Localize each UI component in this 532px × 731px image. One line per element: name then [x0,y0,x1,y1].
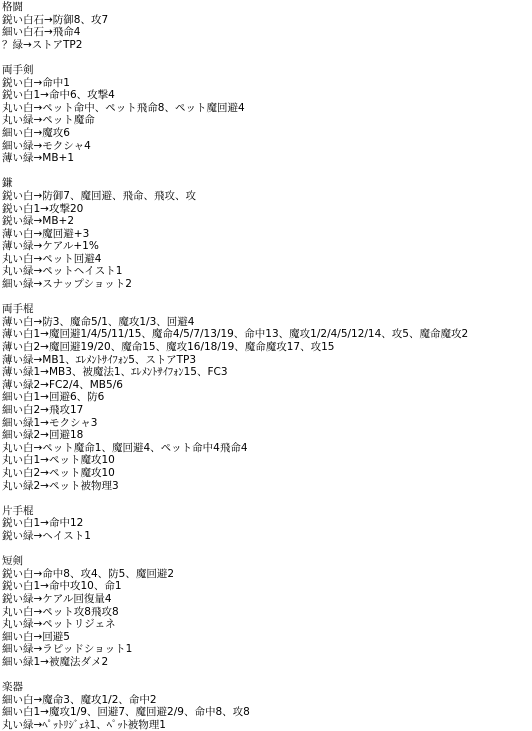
entry-line: 鋭い白石→防御8、攻7 [2,13,109,26]
section-heading: 鎌 [2,177,13,190]
entry-line: 細い白1→回避6、防6 [2,391,105,404]
entry-line: 薄い白2→魔回避19/20、魔命15、魔攻16/18/19、魔命魔攻17、攻15 [2,341,335,354]
entry-line: 細い緑2→回避18 [2,429,84,442]
entry-line: 鋭い白→命中8、攻4、防5、魔回避2 [2,567,175,580]
entry-line: 鋭い緑→ヘイスト1 [2,529,91,542]
entry-line: 鋭い白1→命中攻10、命1 [2,580,122,593]
entry-line: 丸い緑→ペットリジェネ [2,618,116,631]
entry-line: 細い緑1→モクシャ3 [2,416,98,429]
entry-line: 丸い白→ペット回避4 [2,252,102,265]
entry-line: 薄い緑1→MB3、被魔法1、ｴﾚﾒﾝﾄｻｲﾌｫﾝ15、FC3 [2,366,228,379]
entry-line: 薄い白→防3、魔命5/1、魔攻1/3、回避4 [2,315,195,328]
entry-line: 細い緑→スナップショット2 [2,278,132,291]
entry-line: 細い緑→モクシャ4 [2,139,91,152]
section-heading: 楽器 [2,681,23,694]
entry-line: 薄い緑→ケアル+1% [2,240,99,253]
entry-line: 鋭い緑→ケアル回復量4 [2,592,112,605]
entry-line: 丸い白→ペット命中、ペット飛命8、ペット魔回避4 [2,101,245,114]
entry-line: 丸い白1→ペット魔攻10 [2,454,115,467]
entry-line: 鋭い白1→攻撃20 [2,202,84,215]
document-body [2,1,530,731]
section-dagger [2,555,530,668]
section-heading: 両手棍 [2,303,34,316]
entry-line: 細い白→魔攻6 [2,126,70,139]
section-great-sword [2,64,530,165]
entry-line: 鋭い緑→MB+2 [2,215,75,228]
entry-line: 丸い白→ペット魔命1、魔回避4、ペット命中4飛命4 [2,441,248,454]
entry-line: 丸い緑→ペットヘイスト1 [2,265,123,278]
entry-line: ？緑→ストアTP2 [2,38,83,51]
entry-line: 鋭い白1→命中12 [2,517,84,530]
entry-line: 丸い緑2→ペット被物理3 [2,479,119,492]
section-staff [2,303,530,492]
entry-line: 細い白→回避5 [2,630,70,643]
entry-line: 丸い緑→ペット魔命 [2,114,95,127]
section-instrument [2,681,530,731]
entry-line: 細い白→魔命3、魔攻1/2、命中2 [2,693,157,706]
entry-line: 丸い緑→ﾍﾟｯﾄﾘｼﾞｪﾈ1、ﾍﾟｯﾄ被物理1 [2,718,166,731]
section-heading: 片手棍 [2,504,34,517]
entry-line: 薄い緑→MB+1 [2,152,75,165]
section-heading: 両手剣 [2,63,34,76]
entry-line: 細い緑→ラピッドショット1 [2,643,133,656]
entry-line: 丸い白2→ペット魔攻10 [2,466,115,479]
section-heading: 格闘 [2,1,23,13]
entry-line: 細い緑1→被魔法ダメ2 [2,655,109,668]
entry-line: 薄い白1→魔回避1/4/5/11/15、魔命4/5/7/13/19、命中13、魔攻1/2/4/5/12/14、攻5、魔命魔攻2 [2,328,469,341]
section-club [2,505,530,543]
entry-line: 薄い緑→MB1、ｴﾚﾒﾝﾄｻｲﾌｫﾝ5、ストアTP3 [2,353,197,366]
entry-line: 細い白1→魔攻1/9、回避7、魔回避2/9、命中8、攻8 [2,706,250,719]
section-heading: 短剣 [2,555,23,568]
entry-line: 鋭い白→防御7、魔回避、飛命、飛攻、攻 [2,189,196,202]
section-fist [2,1,530,51]
entry-line: 鋭い白→命中1 [2,76,70,89]
entry-line: 薄い白→魔回避+3 [2,227,90,240]
entry-line: 細い白石→飛命4 [2,26,81,39]
entry-line: 鋭い白1→命中6、攻撃4 [2,89,115,102]
entry-line: 細い白2→飛攻17 [2,404,84,416]
entry-line: 丸い白→ペット攻8飛攻8 [2,605,119,618]
entry-line: 薄い緑2→FC2/4、MB5/6 [2,378,123,391]
section-scythe [2,177,530,290]
